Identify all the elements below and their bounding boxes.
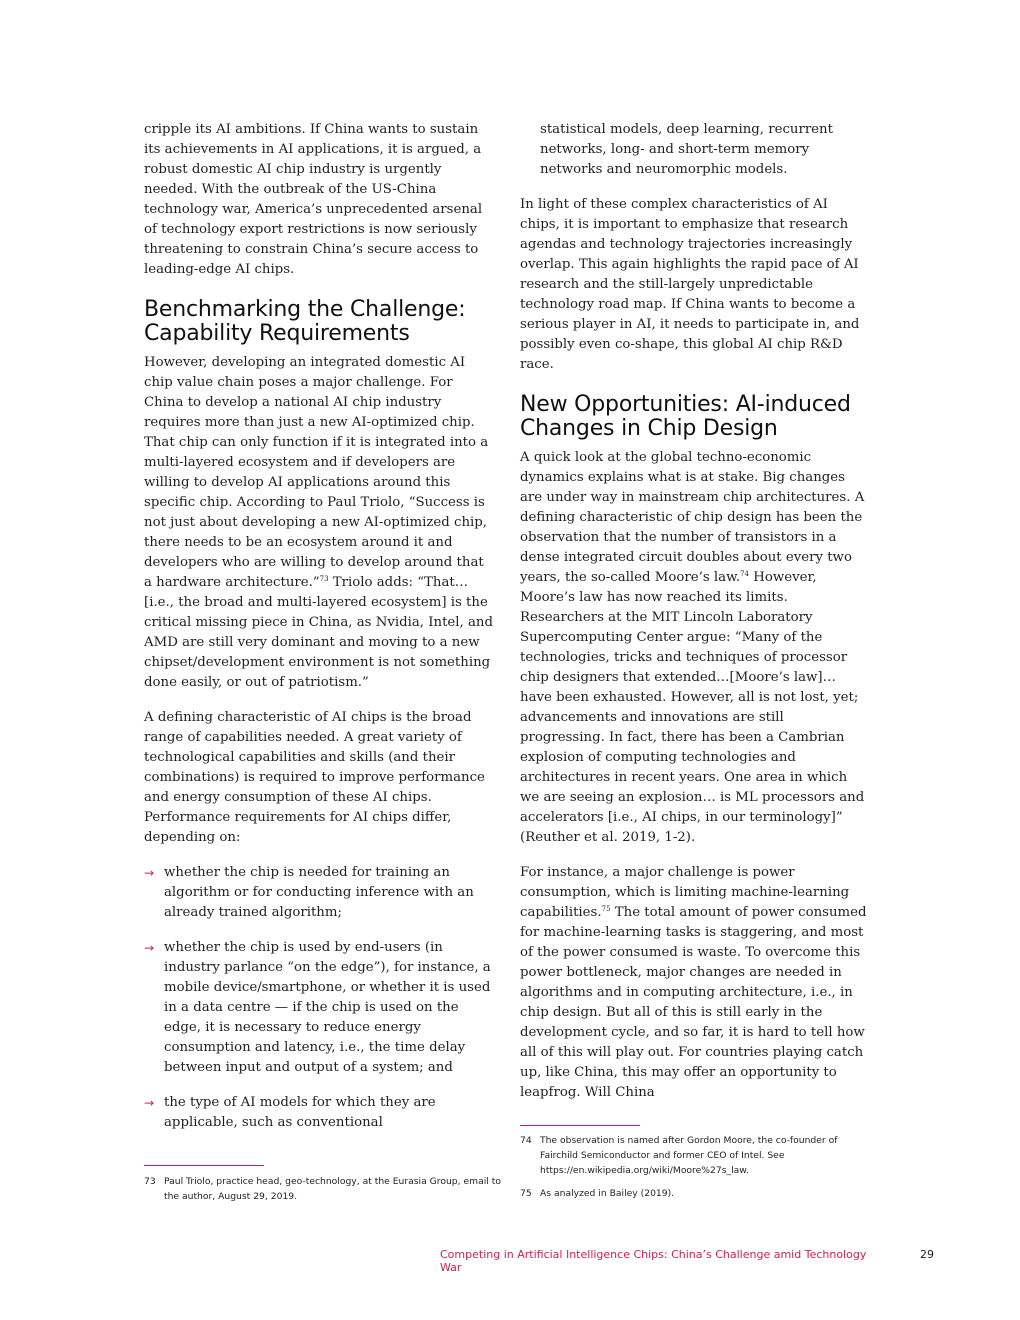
- footnote-ref: 73: [319, 575, 329, 583]
- paragraph: A quick look at the global techno-economic dynamics explains what is at stake. Big changes are under way in mainstream chip architectures. A defining characteristic of chip design has been the observation that the number of transistors in a dense integrated circuit doubles about every two years, the so-called Moore’s law.$^{74}$ However, Moore’s law has now reached its limits. Researchers at the MIT Lincoln Laboratory Supercomputing Center argue: “Many of the technologies, tricks and techniques of processor chip designers that extended…[Moore’s law]… have been exhausted. However, all is not lost, yet; advancements and innovations are still progressing. In fact, there has been a Cambrian explosion of computing technologies and architectures in recent years. One area in which we are seeing an explosion… is ML processors and accelerators [i.e., AI chips, in our terminology]” (Reuther et al. 2019, 1-2).: [520, 450, 865, 845]
- footnote-divider: [520, 1125, 640, 1126]
- list-item-continuation: statistical models, deep learning, recurrent networks, long- and short-term memory networks and neuromorphic models.: [540, 122, 833, 177]
- section-heading: New Opportunities: AI-induced Changes in Chip Design: [520, 392, 851, 441]
- right-column: [520, 120, 870, 1118]
- list-item: → the type of AI models for which they are applicable, such as conventional: [144, 1093, 494, 1133]
- list-item: → whether the chip is needed for training an algorithm or for conducting inference with an already trained algorithm;: [144, 863, 494, 923]
- page-number: 29: [920, 1248, 934, 1261]
- left-column: [144, 120, 494, 1148]
- running-footer-title: Competing in Artificial Intelligence Chips: China’s Challenge amid Technology War: [440, 1248, 867, 1274]
- arrow-bullet-icon: →: [144, 941, 155, 955]
- paragraph: However, developing an integrated domestic AI chip value chain poses a major challenge. For China to develop a national AI chip industry requires more than just a new AI-optimized chip. That chip can only function if it is integrated into a multi-layered ecosystem and if developers are willing to develop AI applications around this specific chip. According to Paul Triolo, “Success is not just about developing a new AI-optimized chip, there needs to be an ecosystem around it and developers who are willing to develop around that a hardware architecture.”$^{73}$ Triolo adds: “That… [i.e., the broad and multi-layered ecosystem] is the critical missing piece in China, as Nvidia, Intel, and AMD are still very dominant and moving to a new chipset/development environment is not something done easily, or out of patriotism.”: [144, 355, 493, 690]
- arrow-bullet-icon: →: [144, 866, 155, 880]
- footnotes-right: [520, 1133, 850, 1205]
- footnote: 74 The observation is named after Gordon Moore, the co-founder of Fairchild Semiconductor and former CEO of Intel. See https://en.wikipedia.org/wiki/Moore%27s_law.: [520, 1135, 838, 1176]
- paragraph: cripple its AI ambitions. If China wants to sustain its achievements in AI applications, it is argued, a robust domestic AI chip industry is urgently needed. With the outbreak of the US-China technology war, America’s unprecedented arsenal of technology export restrictions is now seriously threatening to constrain China’s secure access to leading-edge AI chips.: [144, 122, 483, 277]
- paragraph: For instance, a major challenge is power consumption, which is limiting machine-learning capabilities.$^{75}$ The total amount of power consumed for machine-learning tasks is staggering, and most of the power consumed is waste. To overcome this power bottleneck, major changes are needed in algorithms and in computing architecture, i.e., in chip design. But all of this is still early in the development cycle, and so far, it is hard to tell how all of this will play out. For countries playing catch up, like China, this may offer an opportunity to leapfrog. Will China: [520, 865, 867, 1100]
- footnote-divider: [144, 1165, 264, 1166]
- footnote: 75 As analyzed in Bailey (2019).: [520, 1188, 675, 1199]
- paragraph: In light of these complex characteristics of AI chips, it is important to emphasize that research agendas and technology trajectories increasingly overlap. This again highlights the rapid pace of AI research and the still-largely unpredictable technology road map. If China wants to become a serious player in AI, it needs to participate in, and possibly even co-shape, this global AI chip R&D race.: [520, 197, 860, 372]
- footnotes-left: [144, 1174, 504, 1208]
- footnote-ref: 75: [601, 905, 611, 913]
- footnote-ref: 74: [740, 570, 750, 578]
- paragraph: A defining characteristic of AI chips is the broad range of capabilities needed. A great variety of technological capabilities and skills (and their combinations) is required to improve performance and energy consumption of these AI chips. Performance requirements for AI chips differ, depending on:: [144, 710, 485, 845]
- list-item: → whether the chip is used by end-users (in industry parlance “on the edge”), for instance, a mobile device/smartphone, or whether it is used in a data centre — if the chip is used on the edge, it is necessary to reduce energy consumption and latency, i.e., the time delay between input and output of a system; and: [144, 938, 494, 1078]
- section-heading: Benchmarking the Challenge: Capability Requirements: [144, 297, 466, 346]
- footnote: 73 Paul Triolo, practice head, geo-technology, at the Eurasia Group, email to the author, August 29, 2019.: [144, 1176, 501, 1202]
- arrow-bullet-icon: →: [144, 1096, 155, 1110]
